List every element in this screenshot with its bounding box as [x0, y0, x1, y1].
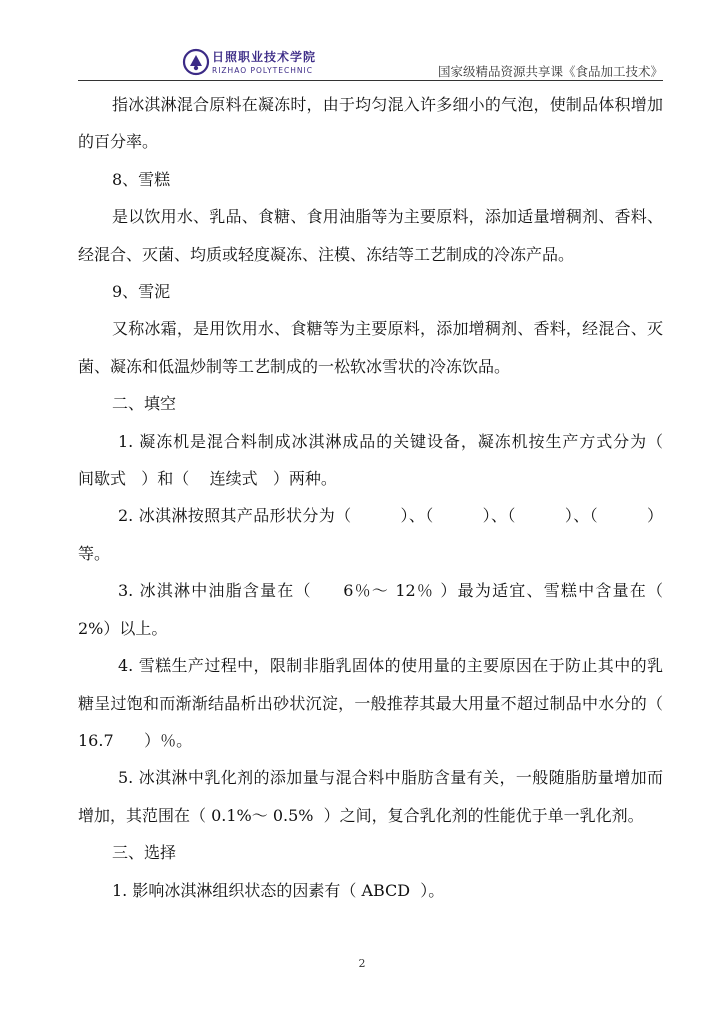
document-body	[78, 86, 704, 909]
heading-slush: 9、雪泥	[112, 282, 171, 302]
heading-ice-lolly: 8、雪糕	[112, 169, 171, 189]
page-number: 2	[358, 957, 366, 970]
question-milk-solids: 4. 雪糕生产过程中，限制非脂乳固体的使用量的主要原因在于防止其中的乳糖呈过饱和而渐渐结晶析出砂状沉淀，一般推荐其最大用量不超过制品中水分的（ 16.7 ）％。	[78, 656, 679, 750]
course-title: 国家级精品资源共享课《食品加工技术》	[437, 64, 663, 79]
question-emulsifier: 5. 冰淇淋中乳化剂的添加量与混合料中脂肪含量有关，一般随脂肪量增加而增加，其范围在（ 0.1%～ 0.5% ）之间，复合乳化剂的性能优于单一乳化剂。	[78, 768, 663, 825]
school-name-en: RIZHAO POLYTECHNIC	[212, 66, 313, 75]
question-freezer-types: 1. 凝冻机是混合料制成冰淇淋成品的关键设备，凝冻机按生产方式分为（ 间歇式 ）和（ 连续式 ）两种。	[78, 431, 684, 489]
question-fat-content: 3. 冰淇淋中油脂含量在（ 6％～ 12％ ）最为适宜、雪糕中含量在（ 2%）以上。	[78, 581, 704, 638]
question-texture-factors: 1. 影响冰淇淋组织状态的因素有（ ABCD ）。	[112, 880, 445, 900]
section-multiple-choice: 三、选择	[112, 843, 177, 863]
page-header	[78, 44, 663, 81]
paragraph-ice-lolly-definition: 是以饮用水、乳品、食糖、食用油脂等为主要原料，添加适量增稠剂、香料、经混合、灭菌、均质或轻度凝冻、注模、冻结等工艺制成的冷冻产品。	[78, 207, 663, 264]
paragraph-expansion-rate-definition: 指冰淇淋混合原料在凝冻时，由于均匀混入许多细小的气泡，使制品体积增加的百分率。	[78, 95, 663, 152]
section-fill-in-blanks: 二、填空	[112, 394, 177, 414]
paragraph-slush-definition: 又称冰霜，是用饮用水、食糖等为主要原料，添加增稠剂、香料，经混合、灭菌、凝冻和低温炒制等工艺制成的一松软冰雪状的冷冻饮品。	[78, 319, 663, 376]
school-name: 日照职业技术学院	[212, 50, 317, 64]
question-ice-cream-shapes: 2. 冰淇淋按照其产品形状分为（ ）、（ ）、（ ）、（ ）等。	[78, 506, 663, 563]
school-logo	[182, 48, 412, 76]
